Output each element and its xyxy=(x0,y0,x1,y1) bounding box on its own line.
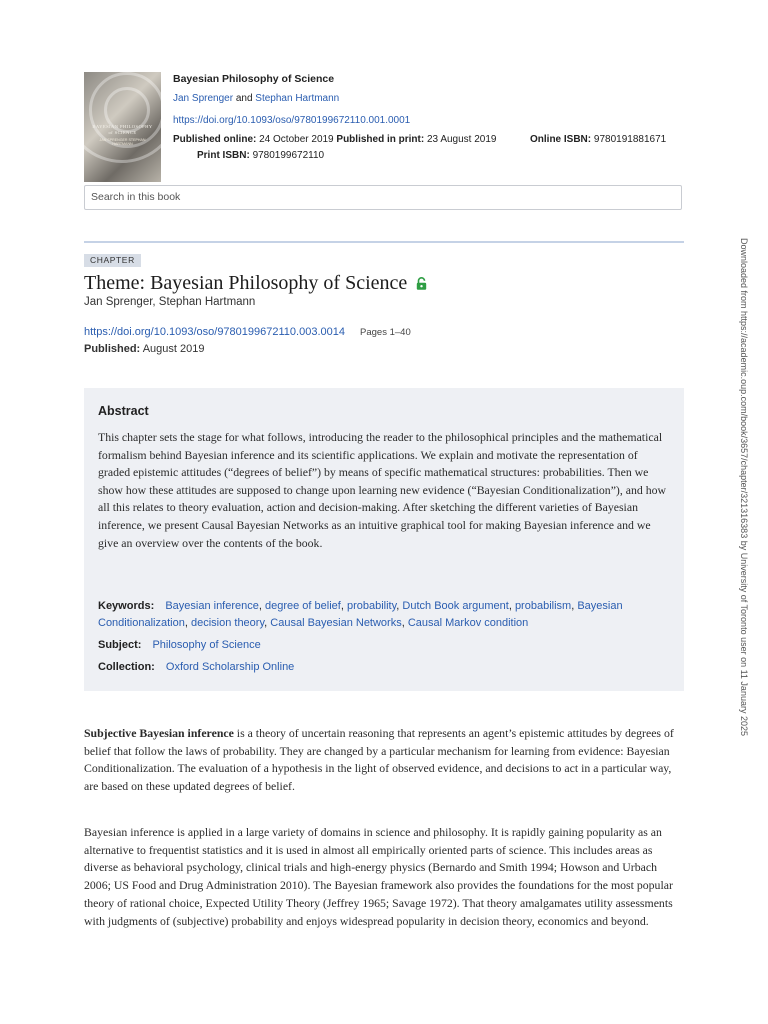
published-online-value: 24 October 2019 xyxy=(259,134,334,145)
published-print-label: Published in print: xyxy=(336,134,425,145)
chapter-title xyxy=(84,270,684,296)
keyword-link[interactable]: probability xyxy=(346,600,397,612)
keyword-link[interactable]: probabilism xyxy=(514,600,572,612)
keyword-link[interactable]: Dutch Book argument xyxy=(402,600,509,612)
chapter-doi-link[interactable]: https://doi.org/10.1093/oso/9780199672110.003.0014 xyxy=(84,326,345,338)
print-isbn-label: Print ISBN: xyxy=(197,150,250,161)
print-isbn xyxy=(173,149,693,162)
online-isbn-value: 9780191881671 xyxy=(593,134,667,145)
book-doi-row xyxy=(173,114,693,127)
chapter-published xyxy=(84,343,204,355)
online-isbn xyxy=(530,133,666,146)
author-link-hartmann[interactable]: Stephan Hartmann xyxy=(255,93,340,104)
download-watermark: Downloaded from https://academic.oup.com/book/3657/chapter/321316383 by University of Toronto user on 11 January 2025 xyxy=(739,238,749,736)
book-header xyxy=(84,72,684,184)
online-isbn-label: Online ISBN: xyxy=(530,134,592,145)
keyword-link[interactable]: degree of belief xyxy=(265,600,341,612)
keyword-link[interactable]: Bayesian Conditionalization xyxy=(98,600,623,629)
section-divider xyxy=(84,241,684,243)
keywords-row: Keywords: Bayesian inference, degree of belief, probability, Dutch Book argument, probabilism, Bayesian Conditionalization, decision theory, Causal Bayesian Networks, Causal Markov condition xyxy=(98,600,623,629)
cover-title: BAYESIAN PHILOSOPHY of SCIENCE xyxy=(92,124,153,135)
keyword-link[interactable]: Causal Markov condition xyxy=(407,617,529,629)
body-paragraph xyxy=(84,725,684,796)
collection-link[interactable]: Oxford Scholarship Online xyxy=(165,661,295,673)
book-info xyxy=(173,72,693,162)
chapter-published-label: Published: xyxy=(84,343,141,355)
book-title[interactable]: Bayesian Philosophy of Science xyxy=(173,73,335,85)
published-online-label: Published online: xyxy=(173,134,257,145)
open-access-lock-icon xyxy=(416,271,427,284)
body-paragraph: Bayesian inference is applied in a large variety of domains in science and philosophy. It is rapidly gaining popularity as an alternative to frequentist statistics and it is used in almost all empirically oriented parts of science. This includes areas as diverse as behavioral psychology, clinical trials and high-energy physics (Bernardo and Smith 1994; Howson and Urbach 2006; US Food and Drug Administration 2010). The Bayesian framework also provides the foundations for the most popular theory of rational choice, Expected Utility Theory (Jeffrey 1965; Savage 1972). That theory amalgamates utility assessments with judgments of (subjective) probability and enjoys widespread popularity in decision theory, economics and beyond. xyxy=(84,825,673,928)
abstract-heading: Abstract xyxy=(98,404,149,418)
published-print-value: 23 August 2019 xyxy=(426,134,497,145)
body-term-bold: Subjective Bayesian inference xyxy=(84,726,234,740)
chapter-badge: CHAPTER xyxy=(84,254,141,267)
book-doi-link[interactable]: https://doi.org/10.1093/oso/9780199672110.001.0001 xyxy=(173,115,411,126)
keyword-link[interactable]: Bayesian inference xyxy=(165,600,259,612)
subject-label: Subject: xyxy=(98,639,142,651)
author-link-sprenger[interactable]: Jan Sprenger xyxy=(173,93,234,104)
cover-authors: JAN SPRENGER STEPHAN HARTMANN xyxy=(99,138,146,146)
book-authors xyxy=(173,92,693,105)
author-separator: and xyxy=(235,93,253,104)
subject-link[interactable]: Philosophy of Science xyxy=(152,639,261,651)
print-isbn-value: 9780199672110 xyxy=(252,150,325,161)
keywords-label: Keywords: xyxy=(98,600,155,612)
subject-row xyxy=(98,637,670,654)
collection-label: Collection: xyxy=(98,661,155,673)
keyword-link[interactable]: Causal Bayesian Networks xyxy=(270,617,402,629)
chapter-pages: Pages 1–40 xyxy=(360,327,411,338)
abstract-panel xyxy=(84,388,684,691)
book-search-input[interactable]: Search in this book xyxy=(84,185,682,210)
chapter-authors: Jan Sprenger, Stephan Hartmann xyxy=(84,296,256,308)
collection-row xyxy=(98,659,670,676)
body-paragraph-text: is a theory of uncertain reasoning that represents an agent’s epistemic attitudes by degrees of belief that follow the laws of probability. They are changed by a particular mechanism for learning from evidence: Bayesian Conditionalization. The evaluation of a hypothesis in the light of observed evidence, and decisions to act in a particular way, are based on these updated degrees of belief. xyxy=(84,726,674,794)
chapter-published-value: August 2019 xyxy=(142,343,205,355)
chapter-doi-row xyxy=(84,326,411,338)
keyword-link[interactable]: decision theory xyxy=(190,617,265,629)
book-cover-image[interactable] xyxy=(84,72,161,182)
chapter-title-text: Theme: Bayesian Philosophy of Science xyxy=(84,272,408,294)
abstract-text: This chapter sets the stage for what follows, introducing the reader to the philosophical principles and the mathematical formalism behind Bayesian inference and its scientific applications. We explain and motivate the representation of graded epistemic attitudes (“degrees of belief”) by means of specific mathematical structures: probabilities. Then we show how these attitudes are supposed to change upon learning new evidence (“Bayesian Conditionalization”), and how all this relates to theory evaluation, action and decision-making. After sketching the different varieties of Bayesian inference, we present Causal Bayesian Networks as an intuitive graphical tool for making Bayesian inference and we give an overview over the contents of the book. xyxy=(98,430,667,550)
